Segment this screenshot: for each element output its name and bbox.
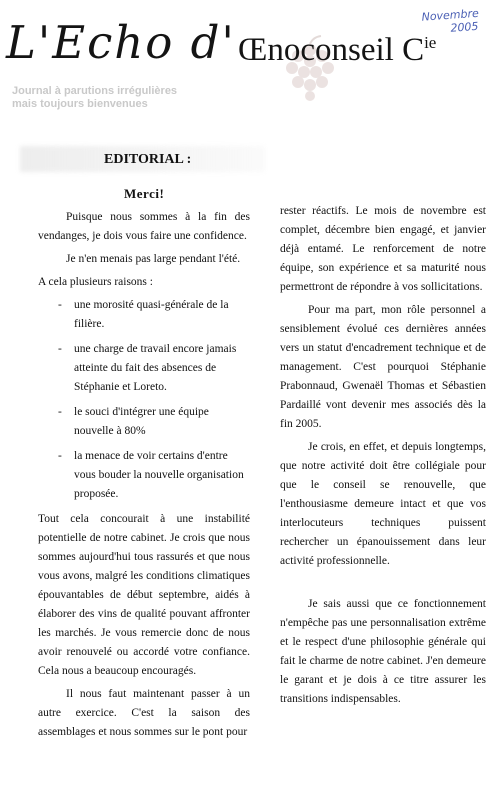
paragraph: Il nous faut maintenant passer à un autre exercice. C'est la saison des assemblages et nous sommes sur le pont pour	[38, 688, 250, 738]
list-item: - une morosité quasi-générale de la filière.	[38, 296, 250, 334]
list-item: - une charge de travail encore jamais atteinte du fait des absences de Stéphanie et Loreto.	[38, 340, 250, 397]
title-right-text: Œnoconseil C	[238, 32, 425, 68]
paragraph: Je n'en menais pas large pendant l'été.	[66, 253, 241, 265]
newsletter-title-script: L'Echo d'	[6, 16, 236, 69]
paragraph: Je sais aussi que ce fonctionnement n'empêche pas une personnalisation extrême et le respect d'une philosophie générale qui fait le charme de notre cabinet. J'en demeure le garant et je dois à ce titre assurer les transitions indispensables.	[280, 598, 486, 705]
spacer	[280, 575, 486, 595]
article-column-left	[38, 208, 250, 746]
handwritten-month: Novembre	[421, 6, 480, 24]
tagline	[12, 85, 252, 111]
article-column-right	[280, 202, 486, 713]
reasons-list	[38, 296, 250, 504]
title-suffix: ie	[424, 33, 437, 52]
list-item: - la menace de voir certains d'entre vous bouder la nouvelle organisation proposée.	[38, 447, 250, 504]
paragraph: A cela plusieurs raisons :	[38, 276, 153, 288]
tagline-line-1: Journal à parutions irrégulières	[12, 85, 178, 97]
paragraph: Tout cela concourait à une instabilité potentielle de notre cabinet. Je crois que nous sommes aujourd'hui tous rassurés et que nous vous avons, malgré les conditions climatiques épouvantables de début septembre, aidés à élaborer des vins de qualité pouvant affronter les marchés. Je vous remercie donc de nous avoir renouvelé ou accordé votre confiance. Cela nous a beaucoup encouragés.	[38, 513, 250, 677]
paragraph: rester réactifs. Le mois de novembre est complet, décembre bien engagé, et janvier déjà entamé. Le renforcement de notre équipe, son expérience et sa maturité nous permettront de répondre à vos sollicitations.	[280, 205, 486, 293]
article-headline: Merci!	[124, 186, 165, 201]
tagline-line-2: mais toujours bienvenues	[12, 98, 148, 110]
list-item: - le souci d'intégrer une équipe nouvelle à 80%	[38, 403, 250, 441]
handwritten-date	[421, 5, 500, 36]
handwritten-year: 2005	[450, 19, 479, 35]
paragraph: Je crois, en effet, et depuis longtemps, que notre activité doit être collégiale pour que le conseil se renouvelle, que l'enthousiasme demeure intact et que vos interlocuteurs techniques puissent rechercher un épanouissement dans leur activité professionnelle.	[280, 441, 486, 567]
newsletter-title-serif	[238, 32, 436, 69]
paragraph: Puisque nous sommes à la fin des vendanges, je dois vous faire une confidence.	[38, 211, 250, 242]
masthead	[0, 0, 500, 140]
section-title: EDITORIAL :	[104, 152, 192, 167]
paragraph: Pour ma part, mon rôle personnel a sensiblement évolué ces dernières années vers un statut d'encadrement technique et de management. C'est pourquoi Stéphanie Prabonnaud, Gwenaël Thomas et Sébastien Pardaillé vont devenir mes associés dès la fin 2005.	[280, 304, 486, 430]
